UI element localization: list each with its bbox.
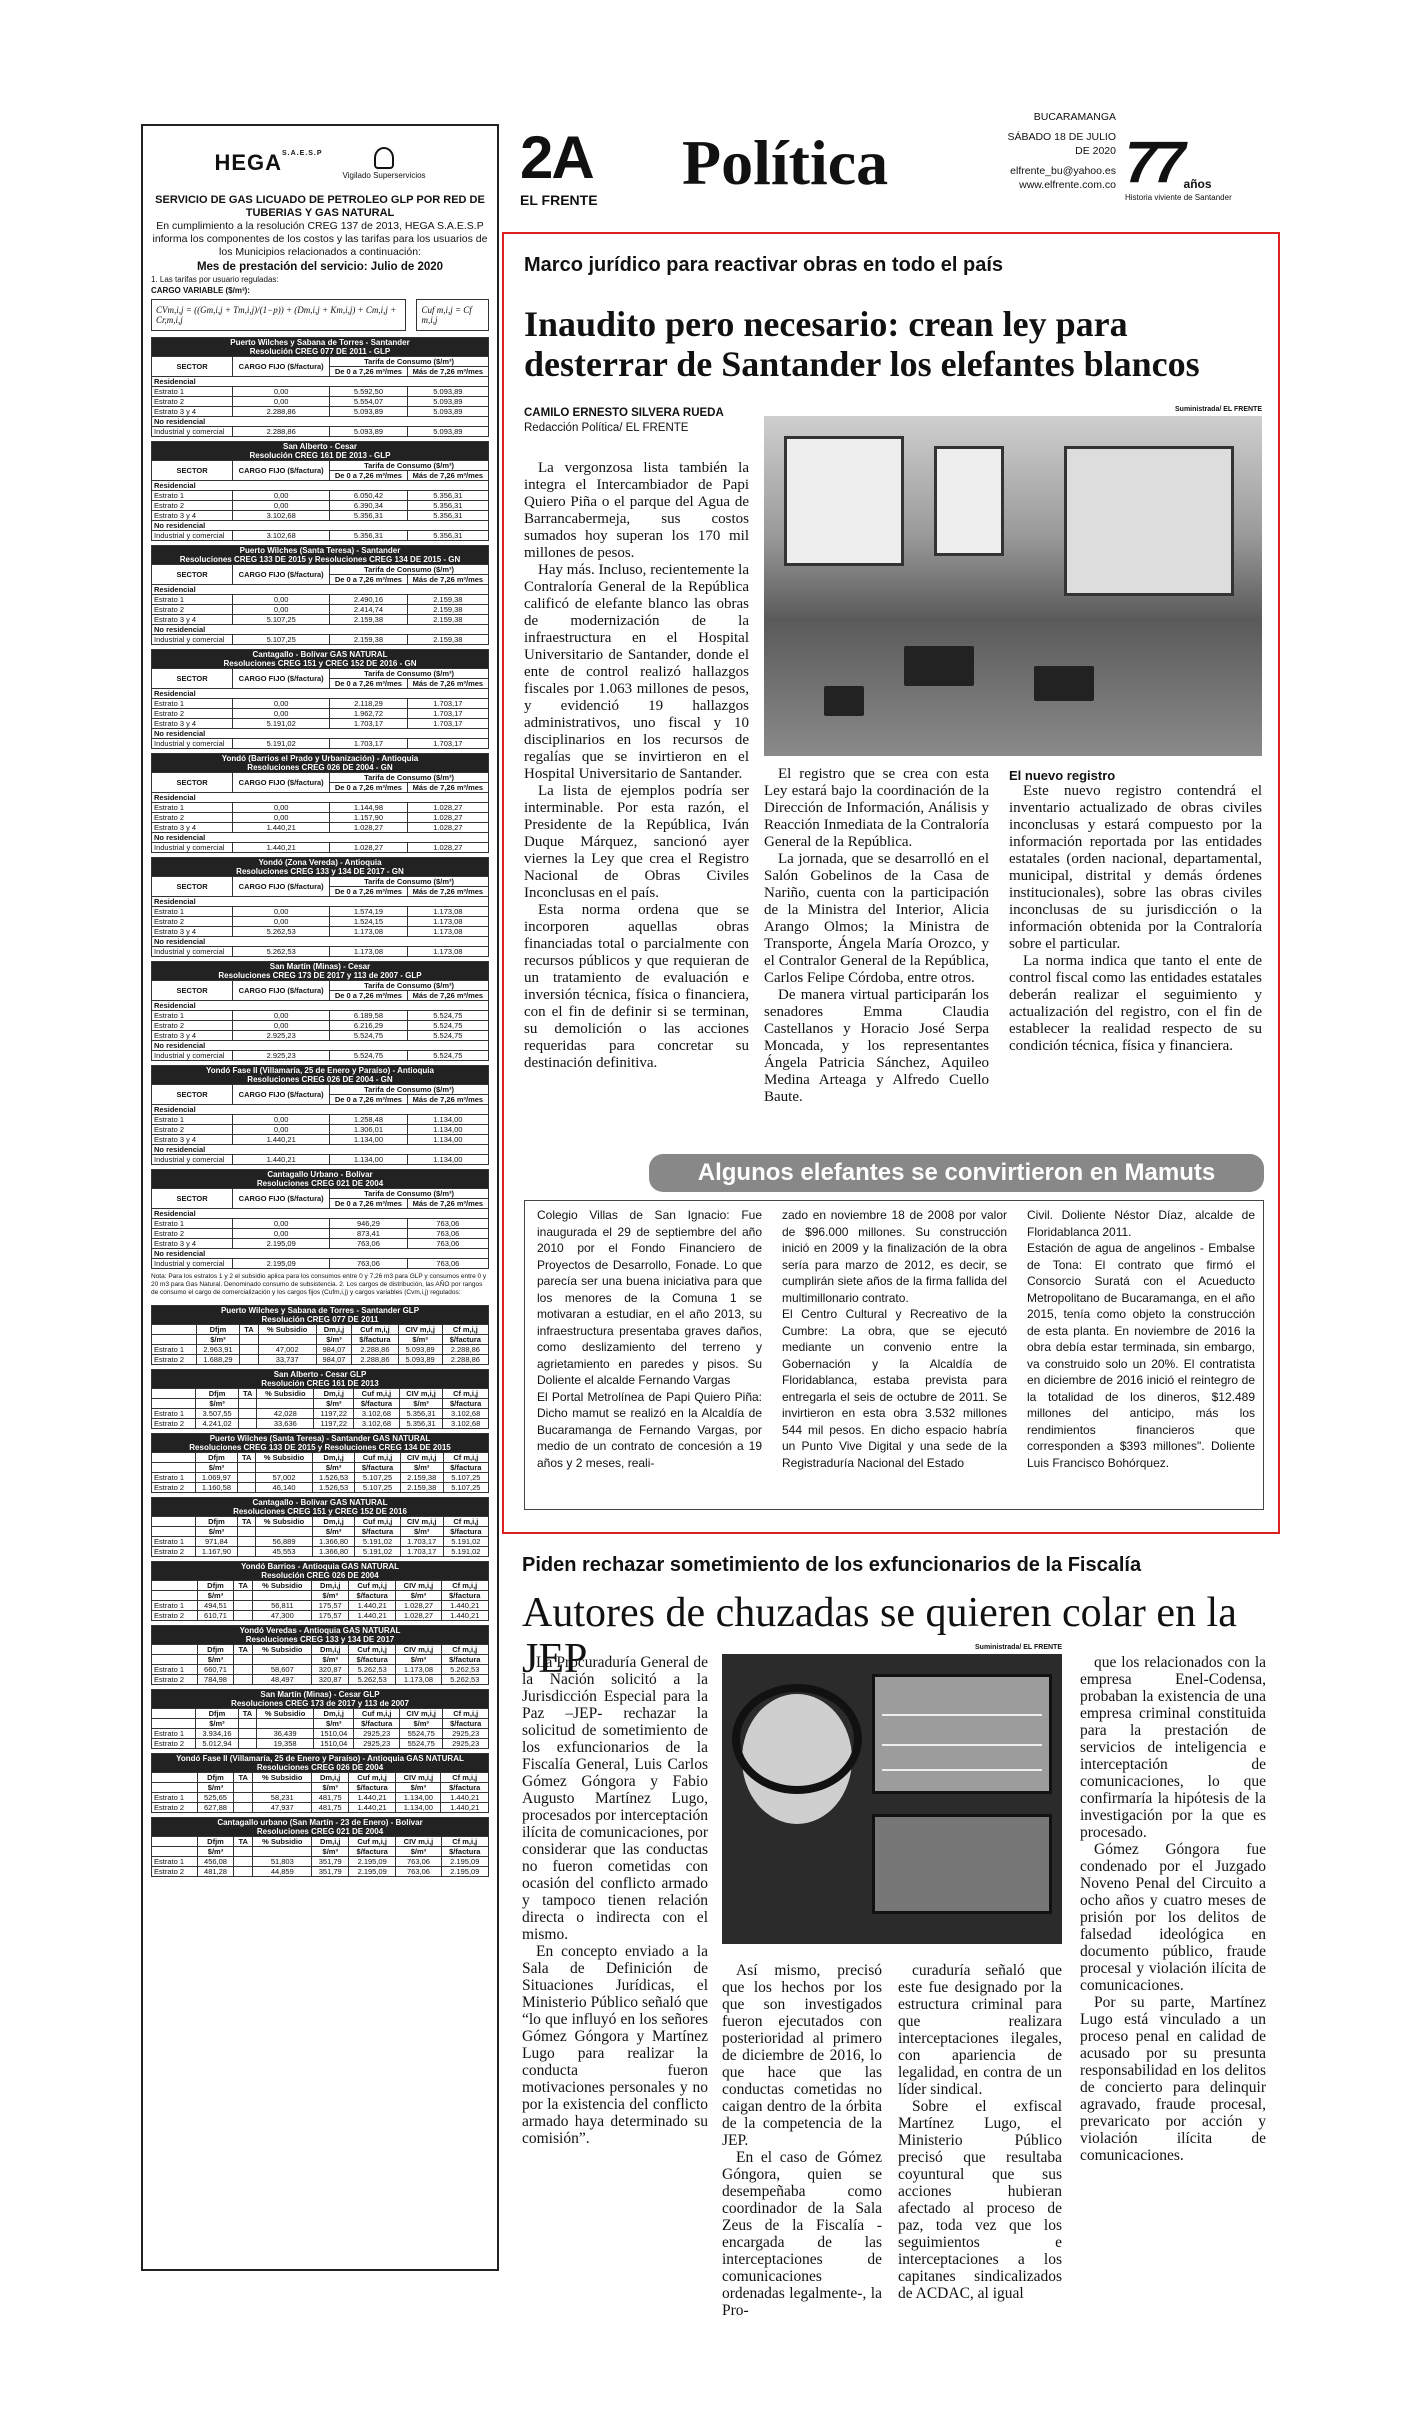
table-row: Estrato 1 660,71 58,607 320,87 5.262,53 1.173,08 5.262,53 — [152, 1665, 489, 1675]
table-row: Industrial y comercial 5.191,02 1.703,17 1.703,17 — [152, 739, 489, 749]
table-row: Estrato 3 y 4 5.107,25 2.159,38 2.159,38 — [152, 615, 489, 625]
table-row: Estrato 1 0,00 2.490,16 2.159,38 — [152, 595, 489, 605]
table-row: Estrato 1 2.963,91 47,002 984,07 2.288,86 5.093,89 2.288,86 — [152, 1345, 489, 1355]
story2-col4: que los relacionados con la empresa Enel-Codensa, probaban la existencia de una empresa criminal constituida para la prestación de servicios de inteligencia e interceptación de comunicaciones, lo que confirmaría la hipótesis de la investigación por la que es procesado. Gómez Góngora fue condenado por el Juzgado Noveno Penal del Circuito a ocho años y cuatro meses de prisión por los delitos de falsedad ideológica en documento público, fraude procesal y violación ilícita de comunicaciones. Por su parte, Martínez Lugo está vinculado a un proceso penal en calidad de acusado por su presunta responsabilidad en los delitos de concierto para delinquir agravado, fraude procesal, prevaricato por acción y violación ilícita de comunicaciones. — [1080, 1654, 1266, 2164]
table-row: Estrato 1 1.069,97 57,002 1.526,53 5.107,25 2.159,38 5.107,25 — [152, 1473, 489, 1483]
photo-screen — [872, 1674, 1052, 1794]
tariff-table: Cantagallo Urbano - Bolívar Resoluciones CREG 021 DE 2004 SECTOR CARGO FIJO ($/factura) Tarifa de Consumo ($/m³) De 0 a 7,26 m³/mes Más de 7,26 m³/mes Residencial Estrato 1 0,00 946,29 763,06 Estrato 2 0,00 873,41 763,06 Estrato 3 y 4 2.195,09 763,06 763,06 No residencial Industrial y comercial 2.195,09 763,06 763,06 — [151, 1169, 489, 1269]
table-row: Estrato 1 3.507,55 42,028 1197,22 3.102,68 5.356,31 3.102,68 — [152, 1409, 489, 1419]
component-table-title: Yondó Barrios - Antioquia GAS NATURAL Resolución CREG 026 DE 2004 — [152, 1562, 489, 1581]
story1-col3: El nuevo registro Este nuevo registro contendrá el inventario actualizado de obras civiles inconclusas y estará compuesto por la información reportada por las entidades estatales (orden nacional, departamental, municipal, distrital y demás órdenes institucionales), sobre las obras civiles inconclusas de su jurisdicción o la información obtenida por la Contraloría sobre el particular. La norma indica que tanto el ente de control fiscal como las entidades estatales deberán realizar el seguimiento y actualización del registro, con el fin de establecer la realidad respecto de su condición técnica, física y financiera. — [1009, 768, 1262, 1054]
desk: Redacción Política/ EL FRENTE — [524, 422, 689, 434]
section-title: Política — [682, 127, 889, 198]
masthead-info — [1000, 110, 1116, 192]
table-row: Estrato 3 y 4 2.288,86 5.093,89 5.093,89 — [152, 407, 489, 417]
tariff-table-title: San Martín (Minas) - Cesar Resoluciones CREG 173 DE 2017 y 113 de 2007 - GLP — [152, 962, 489, 981]
component-table-title: Puerto Wilches (Santa Teresa) - Santander GAS NATURAL Resoluciones CREG 133 DE 2015 y Resoluciones CREG 134 DE 2015 — [152, 1434, 489, 1453]
box-col3: Civil. Doliente Néstor Díaz, alcalde de Floridablanca 2011. Estación de agua de angelinos - Embalse de Tona: El contrato que firmó el Consorcio Suratá con el Acueducto Metropolitano de Bucaramanga, en el año 2015, tenía como objeto la construcción de esta planta. En noviembre de 2016 la obra debía estar terminada, sin embargo, va construido solo un 20%. El contratista en diciembre de 2016 inició el reintegro de la totalidad de los dineros, $12.489 millones del anticipo, más los rendimientos financieros que corresponden a $393 millones". Doliente Luis Francisco Bohórquez. — [1027, 1208, 1255, 1470]
story2-kicker: Piden rechazar sometimiento de los exfuncionarios de la Fiscalía — [522, 1554, 1142, 1576]
table-row: Estrato 2 0,00 873,41 763,06 — [152, 1229, 489, 1239]
table-row: Estrato 3 y 4 2.195,09 763,06 763,06 — [152, 1239, 489, 1249]
tariff-table-title: San Alberto - Cesar Resolución CREG 161 DE 2013 - GLP — [152, 442, 489, 461]
photo-window — [1064, 446, 1234, 596]
component-table-title: Cantagallo - Bolívar GAS NATURAL Resoluciones CREG 151 y CREG 152 DE 2016 — [152, 1498, 489, 1517]
component-table: Cantagallo - Bolívar GAS NATURAL Resoluciones CREG 151 y CREG 152 DE 2016 Dfjm TA % Subsidio Dm,i,j Cuf m,i,j CIV m,i,j Cf m,i,j $/m³ $/m³ $/factura $/m³ $/factura Estrato 1 971,84 56,889 1.366,80 5.191,02 1.703,17 5.191,02 Estrato 2 1.167,90 45,553 1.366,80 5.191,02 1.703,17 5.191,02 — [151, 1497, 489, 1557]
table-row: Estrato 1 0,00 946,29 763,06 — [152, 1219, 489, 1229]
tariff-tables-2 — [151, 1305, 489, 1877]
photo-screen — [872, 1814, 1052, 1914]
table-row: Estrato 3 y 4 3.102,68 5.356,31 5.356,31 — [152, 511, 489, 521]
table-row: Estrato 2 0,00 1.962,72 1.703,17 — [152, 709, 489, 719]
photo-wave — [882, 1769, 1042, 1771]
table-row: Estrato 2 1.167,90 45,553 1.366,80 5.191,02 1.703,17 5.191,02 — [152, 1547, 489, 1557]
formula-cv: CVm,i,j = ((Gm,i,j + Tm,i,j)/(1−p)) + (Dm,i,j + Km,i,j) + Cm,i,j + Cr,m,i,j — [151, 299, 406, 331]
tariff-table: Puerto Wilches (Santa Teresa) - Santander Resoluciones CREG 133 DE 2015 y Resoluciones CREG 134 DE 2015 - GN SECTOR CARGO FIJO ($/factura) Tarifa de Consumo ($/m³) De 0 a 7,26 m³/mes Más de 7,26 m³/mes Residencial Estrato 1 0,00 2.490,16 2.159,38 Estrato 2 0,00 2.414,74 2.159,38 Estrato 3 y 4 5.107,25 2.159,38 2.159,38 No residencial Industrial y comercial 5.107,25 2.159,38 2.159,38 — [151, 545, 489, 645]
table-row: Estrato 3 y 4 2.925,23 5.524,75 5.524,75 — [152, 1031, 489, 1041]
top-story — [502, 232, 1280, 1534]
story2-col1: La Procuraduría General de la Nación solicitó a la Jurisdicción Especial para la Paz –JEP- rechazar la solicitud de sometimiento de los exfuncionarios de la Fiscalía General, Luis Carlos Gómez Góngora y Fabio Augusto Martínez Lugo, procesados por interceptación ilícita de comunicaciones, por considerar que las conductas no fueron cometidas con ocasión del conflicto armado y tampoco tienen relación directa o indirecta con el mismo. En concepto enviado a la Sala de Definición de Situaciones Jurídicas, el Ministerio Público señaló que “lo que influyó en los señores Gómez Góngora y Martínez Lugo para realizar la conducta fueron motivaciones personales y no por la existencia del conflicto armado haya determinado su comisión”. — [522, 1654, 708, 2147]
table-row: Estrato 1 0,00 5.592,50 5.093,89 — [152, 387, 489, 397]
table-row: Estrato 1 456,08 51,803 351,79 2.195,09 763,06 2.195,09 — [152, 1857, 489, 1867]
tariff-tables-1 — [151, 337, 489, 1269]
table-row: Estrato 2 4.241,02 33,636 1197,22 3.102,68 5.356,31 3.102,68 — [152, 1419, 489, 1429]
anniversary-tagline: Historia viviente de Santander — [1125, 193, 1232, 202]
photo2-credit: Suministrada/ EL FRENTE — [975, 1644, 1062, 1651]
table-row: Estrato 1 0,00 1.574,19 1.173,08 — [152, 907, 489, 917]
story1-col1: La vergonzosa lista también la integra el Intercambiador de Papi Quiero Piña o el parque del Agua de Barrancabermeja, sus costos sumados hoy superan los 170 mil millones de pesos. Hay más. Incluso, recientemente la Contraloría General de la República calificó de elefante blanco las obras de modernización de la infraestructura en el Hospital Universitario de Santander, donde el ente de control realizó hallazgos fiscales por 1.063 millones de pesos, y evidenció 19 hallazgos administrativos, uno fiscal y 10 disciplinarios en los recursos de regalías que se invirtieron en el Hospital Universitario de Santander. La lista de ejemplos podría ser interminable. Por esta razón, el Presidente de la República, Iván Duque Márquez, sancionó ayer viernes la Ley que crea el Registro Nacional de Obras Civiles Inconclusas en el país. Esta norma ordena que se incorporen aquellas obras financiadas total o parcialmente con recursos públicos y que requieran de un tratamiento de evaluación e inversión técnica, física o financiera, con el fin de definir si se terminan, su demolición o las acciones requeridas para concretar su destinación definitiva. — [524, 460, 749, 1071]
story1-subhead: El nuevo registro — [1009, 768, 1116, 783]
superservicios-logo: Vigilado Superservicios — [343, 147, 426, 180]
component-table: Yondó Veredas - Antioquia GAS NATURAL Resoluciones CREG 133 y 134 DE 2017 Dfjm TA % Subsidio Dm,i,j Cuf m,i,j CIV m,i,j Cf m,i,j $/m³ $/m³ $/factura $/m³ $/factura Estrato 1 660,71 58,607 320,87 5.262,53 1.173,08 5.262,53 Estrato 2 784,98 48,497 320,87 5.262,53 1.173,08 5.262,53 — [151, 1625, 489, 1685]
component-table: San Martín (Minas) - Cesar GLP Resoluciones CREG 173 de 2017 y 113 de 2007 Dfjm TA % Subsidio Dm,i,j Cuf m,i,j CIV m,i,j Cf m,i,j $/m³ $/m³ $/factura $/m³ $/factura Estrato 1 3.934,16 36,439 1510,04 2925,23 5524,75 2925,23 Estrato 2 5.012,94 19,358 1510,04 2925,23 5524,75 2925,23 — [151, 1689, 489, 1749]
photo1-credit: Suministrada/ EL FRENTE — [1175, 406, 1262, 413]
ad-intro: En cumplimiento a la resolución CREG 137 de 2013, HEGA S.A.E.S.P informa los componentes de los costos y las tarifas para los usuarios de los Municipios relacionados a continuación: — [152, 220, 488, 258]
component-table-title: Yondó Fase II (Villamaría, 25 de Enero y Paraíso) - Antioquia GAS NATURAL Resoluciones CREG 026 DE 2004 — [152, 1754, 489, 1773]
tariff-table: Yondó Fase II (Villamaría, 25 de Enero y Paraíso) - Antioquia Resoluciones CREG 026 DE 2004 - GN SECTOR CARGO FIJO ($/factura) Tarifa de Consumo ($/m³) De 0 a 7,26 m³/mes Más de 7,26 m³/mes Residencial Estrato 1 0,00 1.258,48 1.134,00 Estrato 2 0,00 1.306,01 1.134,00 Estrato 3 y 4 1.440,21 1.134,00 1.134,00 No residencial Industrial y comercial 1.440,21 1.134,00 1.134,00 — [151, 1065, 489, 1165]
table-row: Estrato 2 5.012,94 19,358 1510,04 2925,23 5524,75 2925,23 — [152, 1739, 489, 1749]
photo-window — [784, 436, 904, 566]
hega-tariff-ad — [141, 124, 499, 2271]
table-row: Estrato 1 3.934,16 36,439 1510,04 2925,23 5524,75 2925,23 — [152, 1729, 489, 1739]
photo-wave — [882, 1714, 1042, 1716]
formula-box — [151, 299, 489, 331]
table-row: Estrato 2 0,00 1.157,90 1.028,27 — [152, 813, 489, 823]
story1-headline: Inaudito pero necesario: crean ley para desterrar de Santander los elefantes blancos — [524, 304, 1200, 384]
tariff-table-title: Puerto Wilches y Sabana de Torres - Santander Resolución CREG 077 DE 2011 - GLP — [152, 338, 489, 357]
component-table: Puerto Wilches (Santa Teresa) - Santander GAS NATURAL Resoluciones CREG 133 DE 2015 y Resoluciones CREG 134 DE 2015 Dfjm TA % Subsidio Dm,i,j Cuf m,i,j CIV m,i,j Cf m,i,j $/m³ $/m³ $/factura $/m³ $/factura Estrato 1 1.069,97 57,002 1.526,53 5.107,25 2.159,38 5.107,25 Estrato 2 1.160,58 46,140 1.526,53 5.107,25 2.159,38 5.107,25 — [151, 1433, 489, 1493]
table-row: Estrato 2 0,00 2.414,74 2.159,38 — [152, 605, 489, 615]
email: elfrente_bu@yahoo.es — [1010, 165, 1116, 177]
tariff-table: San Martín (Minas) - Cesar Resoluciones CREG 173 DE 2017 y 113 de 2007 - GLP SECTOR CARGO FIJO ($/factura) Tarifa de Consumo ($/m³) De 0 a 7,26 m³/mes Más de 7,26 m³/mes Residencial Estrato 1 0,00 6.189,58 5.524,75 Estrato 2 0,00 6.216,29 5.524,75 Estrato 3 y 4 2.925,23 5.524,75 5.524,75 No residencial Industrial y comercial 2.925,23 5.524,75 5.524,75 — [151, 961, 489, 1061]
superservicios-icon — [374, 147, 394, 169]
cargo-variable-label: CARGO VARIABLE ($/m³): — [151, 286, 250, 295]
table-row: Estrato 1 0,00 2.118,29 1.703,17 — [152, 699, 489, 709]
tariff-table-title: Yondó Fase II (Villamaría, 25 de Enero y Paraíso) - Antioquia Resoluciones CREG 026 DE 2004 - GN — [152, 1066, 489, 1085]
tariff-table-title: Cantagallo - Bolívar GAS NATURAL Resoluciones CREG 151 y CREG 152 DE 2016 - GN — [152, 650, 489, 669]
component-table: Yondó Fase II (Villamaría, 25 de Enero y Paraíso) - Antioquia GAS NATURAL Resoluciones CREG 026 DE 2004 Dfjm TA % Subsidio Dm,i,j Cuf m,i,j CIV m,i,j Cf m,i,j $/m³ $/m³ $/factura $/m³ $/factura Estrato 1 525,65 58,231 481,75 1.440,21 1.134,00 1.440,21 Estrato 2 627,88 47,937 481,75 1.440,21 1.134,00 1.440,21 — [151, 1753, 489, 1813]
story2-headline: Autores de chuzadas se quieren colar en la JEP — [522, 1590, 1237, 1682]
table-row: Estrato 2 481,28 44,859 351,79 2.195,09 763,06 2.195,09 — [152, 1867, 489, 1877]
ad-month: Mes de prestación del servicio: Julio de 2020 — [196, 261, 444, 273]
tariff-table-title: Yondó (Zona Vereda) - Antioquia Resoluciones CREG 133 y 134 DE 2017 - GN — [152, 858, 489, 877]
tariff-table: San Alberto - Cesar Resolución CREG 161 DE 2013 - GLP SECTOR CARGO FIJO ($/factura) Tarifa de Consumo ($/m³) De 0 a 7,26 m³/mes Más de 7,26 m³/mes Residencial Estrato 1 0,00 6.050,42 5.356,31 Estrato 2 0,00 6.390,34 5.356,31 Estrato 3 y 4 3.102,68 5.356,31 5.356,31 No residencial Industrial y comercial 3.102,68 5.356,31 5.356,31 — [151, 441, 489, 541]
ad-title: SERVICIO DE GAS LICUADO DE PETROLEO GLP POR RED DE TUBERIAS Y GAS NATURAL — [155, 194, 485, 219]
photo-desk — [1034, 666, 1094, 701]
table-row: Estrato 1 0,00 1.144,98 1.028,27 — [152, 803, 489, 813]
author: CAMILO ERNESTO SILVERA RUEDA — [524, 407, 724, 419]
tariff-table: Puerto Wilches y Sabana de Torres - Santander Resolución CREG 077 DE 2011 - GLP SECTOR CARGO FIJO ($/factura) Tarifa de Consumo ($/m³) De 0 a 7,26 m³/mes Más de 7,26 m³/mes Residencial Estrato 1 0,00 5.592,50 5.093,89 Estrato 2 0,00 5.554,07 5.093,89 Estrato 3 y 4 2.288,86 5.093,89 5.093,89 No residencial Industrial y comercial 2.288,86 5.093,89 5.093,89 — [151, 337, 489, 437]
table-row: Industrial y comercial 1.440,21 1.134,00 1.134,00 — [152, 1155, 489, 1165]
table-row: Estrato 2 784,98 48,497 320,87 5.262,53 1.173,08 5.262,53 — [152, 1675, 489, 1685]
photo-wave — [882, 1744, 1042, 1746]
table-row: Estrato 1 525,65 58,231 481,75 1.440,21 1.134,00 1.440,21 — [152, 1793, 489, 1803]
component-table-title: San Alberto - Cesar GLP Resolución CREG 161 DE 2013 — [152, 1370, 489, 1389]
table-row: Industrial y comercial 3.102,68 5.356,31 5.356,31 — [152, 531, 489, 541]
table-row: Estrato 2 0,00 5.554,07 5.093,89 — [152, 397, 489, 407]
formula-cuf: Cuf m,i,j = Cf m,i,j — [416, 299, 489, 331]
ad-footnote: Nota: Para los estratos 1 y 2 el subsidio aplica para los consumos entre 0 y 7,26 m3 para GLP y consumos entre 0 y 20 m3 para Gas Natural. Denominado consumo de subsistencia. 2. Los cargos de distribución, las AÑO por rangos de consumo el cargo de comercialización y los cargos fijos (Cufm,i,j) y cargos variables (Cvm,i,j) regulados: — [151, 1273, 487, 1296]
photo-desk — [904, 646, 974, 686]
story1-kicker: Marco jurídico para reactivar obras en todo el país — [524, 254, 1004, 276]
hega-logo: $HEGA^{S.A.E.S.P}$ — [214, 150, 323, 175]
story2-col3: curaduría señaló que este fue designado por la estructura criminal para que realizara interceptaciones ilegales, con apariencia de legalidad, en contra de un líder sindical. Sobre el exfiscal Martínez Lugo, el Ministerio Público precisó que resultaba coyuntural que sus acciones hubieran afectado al proceso de paz, toda vez que los seguimientos e interceptaciones a los capitanes sindicalizados de ACDAC, al igual — [898, 1962, 1062, 2302]
page-number: 2A — [520, 124, 593, 191]
tariff-table: Yondó (Zona Vereda) - Antioquia Resoluciones CREG 133 y 134 DE 2017 - GN SECTOR CARGO FIJO ($/factura) Tarifa de Consumo ($/m³) De 0 a 7,26 m³/mes Más de 7,26 m³/mes Residencial Estrato 1 0,00 1.574,19 1.173,08 Estrato 2 0,00 1.524,15 1.173,08 Estrato 3 y 4 5.262,53 1.173,08 1.173,08 No residencial Industrial y comercial 5.262,53 1.173,08 1.173,08 — [151, 857, 489, 957]
date: SÁBADO 18 DE JULIO DE 2020 — [1007, 131, 1116, 157]
component-table: Yondó Barrios - Antioquia GAS NATURAL Resolución CREG 026 DE 2004 Dfjm TA % Subsidio Dm,i,j Cuf m,i,j CIV m,i,j Cf m,i,j $/m³ $/m³ $/factura $/m³ $/factura Estrato 1 494,51 56,811 175,57 1.440,21 1.028,27 1.440,21 Estrato 2 610,71 47,300 175,57 1.440,21 1.028,27 1.440,21 — [151, 1561, 489, 1621]
table-row: Industrial y comercial 5.262,53 1.173,08 1.173,08 — [152, 947, 489, 957]
headphones-icon — [732, 1684, 862, 1794]
table-row: Estrato 3 y 4 5.262,53 1.173,08 1.173,08 — [152, 927, 489, 937]
component-table: San Alberto - Cesar GLP Resolución CREG 161 DE 2013 Dfjm TA % Subsidio Dm,i,j Cuf m,i,j CIV m,i,j Cf m,i,j $/m³ $/m³ $/factura $/m³ $/factura Estrato 1 3.507,55 42,028 1197,22 3.102,68 5.356,31 3.102,68 Estrato 2 4.241,02 33,636 1197,22 3.102,68 5.356,31 3.102,68 — [151, 1369, 489, 1429]
table-row: Estrato 1 0,00 1.258,48 1.134,00 — [152, 1115, 489, 1125]
mamuts-box — [524, 1200, 1264, 1510]
component-table-title: Puerto Wilches y Sabana de Torres - Santander GLP Resolución CREG 077 DE 2011 — [152, 1306, 489, 1325]
table-row: Industrial y comercial 1.440,21 1.028,27 1.028,27 — [152, 843, 489, 853]
table-row: Industrial y comercial 5.107,25 2.159,38 2.159,38 — [152, 635, 489, 645]
table-row: Estrato 2 0,00 1.306,01 1.134,00 — [152, 1125, 489, 1135]
table-row: Estrato 1 494,51 56,811 175,57 1.440,21 1.028,27 1.440,21 — [152, 1601, 489, 1611]
story1-col2: El registro que se crea con esta Ley estará bajo la coordinación de la Dirección de Información, Análisis y Reacción Inmediata de la Contraloría General de la República. La jornada, que se desarrolló en el Salón Gobelinos de la Casa de Nariño, cuenta con la participación de la Ministra del Interior, Alicia Arango Olmos; la Ministra de Transporte, Ángela María Orozco, y el Contralor General de la República, Carlos Felipe Córdoba, entre otros. De manera virtual participarán los senadores Emma Claudia Castellanos y Horacio José Serpa Moncada, y los representantes Ángela Patricia Sánchez, Aquileo Medina Arteaga y Alfredo Cuello Baute. — [764, 766, 989, 1105]
table-row: Estrato 1 971,84 56,889 1.366,80 5.191,02 1.703,17 5.191,02 — [152, 1537, 489, 1547]
table-row: Estrato 3 y 4 5.191,02 1.703,17 1.703,17 — [152, 719, 489, 729]
tariff-table: Yondó (Barrios el Prado y Urbanización) - Antioquia Resoluciones CREG 026 DE 2004 - GN SECTOR CARGO FIJO ($/factura) Tarifa de Consumo ($/m³) De 0 a 7,26 m³/mes Más de 7,26 m³/mes Residencial Estrato 1 0,00 1.144,98 1.028,27 Estrato 2 0,00 1.157,90 1.028,27 Estrato 3 y 4 1.440,21 1.028,27 1.028,27 No residencial Industrial y comercial 1.440,21 1.028,27 1.028,27 — [151, 753, 489, 853]
wiretap-photo — [722, 1654, 1062, 1944]
table-row: Estrato 2 0,00 1.524,15 1.173,08 — [152, 917, 489, 927]
component-table-title: Cantagallo urbano (San Martín - 23 de Enero) - Bolívar Resoluciones CREG 021 DE 2004 — [152, 1818, 489, 1837]
anniversary-logo — [1125, 130, 1245, 205]
table-row: Estrato 2 627,88 47,937 481,75 1.440,21 1.134,00 1.440,21 — [152, 1803, 489, 1813]
tariff-table: Cantagallo - Bolívar GAS NATURAL Resoluciones CREG 151 y CREG 152 DE 2016 - GN SECTOR CARGO FIJO ($/factura) Tarifa de Consumo ($/m³) De 0 a 7,26 m³/mes Más de 7,26 m³/mes Residencial Estrato 1 0,00 2.118,29 1.703,17 Estrato 2 0,00 1.962,72 1.703,17 Estrato 3 y 4 5.191,02 1.703,17 1.703,17 No residencial Industrial y comercial 5.191,02 1.703,17 1.703,17 — [151, 649, 489, 749]
anniversary-word: años — [1183, 177, 1212, 191]
table-row: Industrial y comercial 2.925,23 5.524,75 5.524,75 — [152, 1051, 489, 1061]
tariff-table-title: Yondó (Barrios el Prado y Urbanización) - Antioquia Resoluciones CREG 026 DE 2004 - GN — [152, 754, 489, 773]
table-row: Estrato 2 0,00 6.216,29 5.524,75 — [152, 1021, 489, 1031]
tariff-table-title: Puerto Wilches (Santa Teresa) - Santander Resoluciones CREG 133 DE 2015 y Resoluciones CREG 134 DE 2015 - GN — [152, 546, 489, 565]
table-row: Estrato 1 0,00 6.050,42 5.356,31 — [152, 491, 489, 501]
component-table-title: San Martín (Minas) - Cesar GLP Resoluciones CREG 173 de 2017 y 113 de 2007 — [152, 1690, 489, 1709]
table-row: Estrato 3 y 4 1.440,21 1.134,00 1.134,00 — [152, 1135, 489, 1145]
component-table: Puerto Wilches y Sabana de Torres - Santander GLP Resolución CREG 077 DE 2011 Dfjm TA % Subsidio Dm,i,j Cuf m,i,j CIV m,i,j Cf m,i,j $/m³ $/m³ $/factura $/m³ $/factura Estrato 1 2.963,91 47,002 984,07 2.288,86 5.093,89 2.288,86 Estrato 2 1.688,29 33,737 984,07 2.288,86 5.093,89 2.288,86 — [151, 1305, 489, 1365]
story2-col2: Así mismo, precisó que los hechos por los que son investigados fueron ejecutados con posterioridad al primero de diciembre de 2016, lo que hace que las conductas cometidas no caigan dentro de la órbita de la competencia de la JEP. En el caso de Gómez Góngora, quien se desempeñaba como coordinador de la Sala Zeus de la Fiscalía -encargada de las interceptaciones de comunicaciones ordenadas legalmente-, la Pro- — [722, 1962, 882, 2319]
tariff-table-title: Cantagallo Urbano - Bolívar Resoluciones CREG 021 DE 2004 — [152, 1170, 489, 1189]
photo-chair — [824, 686, 864, 716]
table-row: Estrato 3 y 4 1.440,21 1.028,27 1.028,27 — [152, 823, 489, 833]
website: www.elfrente.com.co — [1019, 179, 1116, 191]
photo-window — [934, 446, 1004, 556]
table-row: Industrial y comercial 2.195,09 763,06 763,06 — [152, 1259, 489, 1269]
city: BUCARAMANGA — [1033, 111, 1116, 123]
paper-name: EL FRENTE — [520, 192, 598, 208]
table-row: Estrato 2 1.160,58 46,140 1.526,53 5.107,25 2.159,38 5.107,25 — [152, 1483, 489, 1493]
table-row: Estrato 2 1.688,29 33,737 984,07 2.288,86 5.093,89 2.288,86 — [152, 1355, 489, 1365]
component-table-title: Yondó Veredas - Antioquia GAS NATURAL Resoluciones CREG 133 y 134 DE 2017 — [152, 1626, 489, 1645]
component-table: Cantagallo urbano (San Martín - 23 de Enero) - Bolívar Resoluciones CREG 021 DE 2004 Dfjm TA % Subsidio Dm,i,j Cuf m,i,j CIV m,i,j Cf m,i,j $/m³ $/m³ $/factura $/m³ $/factura Estrato 1 456,08 51,803 351,79 2.195,09 763,06 2.195,09 Estrato 2 481,28 44,859 351,79 2.195,09 763,06 2.195,09 — [151, 1817, 489, 1877]
table-row: Industrial y comercial 2.288,86 5.093,89 5.093,89 — [152, 427, 489, 437]
ad-logos — [151, 132, 489, 194]
classroom-photo — [764, 416, 1262, 756]
ad-note: 1. Las tarifas por usuario reguladas: — [151, 275, 279, 284]
table-row: Estrato 2 0,00 6.390,34 5.356,31 — [152, 501, 489, 511]
anniversary-number: 77 — [1125, 130, 1182, 195]
story1-byline — [524, 406, 744, 436]
table-row: Estrato 2 610,71 47,300 175,57 1.440,21 1.028,27 1.440,21 — [152, 1611, 489, 1621]
table-row: Estrato 1 0,00 6.189,58 5.524,75 — [152, 1011, 489, 1021]
box-col2: zado en noviembre 18 de 2008 por valor de $96.000 millones. Su construcción inició en 2009 y la finalización de la obra sería para marzo de 2012, es decir, se cumplirán siete años de la firma fallida del multimillonario contrato. El Centro Cultural y Recreativo de la Cumbre: La obra, que se ejecutó mediante un convenio entre la Gobernación y la Alcaldía de Floridablanca, estaba prevista para entregarla el seis de octubre de 2011. Se invirtieron en esta obra 3.532 millones 544 mil pesos. En dicho espacio habría un Punto Vive Digital y una sede de la Registraduría Nacional del Estado — [782, 1208, 1007, 1470]
box-title: Algunos elefantes se convirtieron en Mamuts — [649, 1154, 1264, 1192]
box-col1: Colegio Villas de San Ignacio: Fue inaugurada el 29 de septiembre del año 2010 por el Fondo Financiero de Proyectos de Desarrollo, Fonade. Lo que parecía ser una buena iniciativa para que los menores de la Comuna 1 se motivaran a estudiar, en el año 2013, su infraestructura presentaba graves daños, como deslizamiento del terreno y agrietamiento en paredes y pisos. Su Doliente el alcalde Fernando Vargas El Portal Metrolínea de Papi Quiero Piña: Dicho mamut se realizó en la Alcaldía de Bucaramanga de Fernando Vargas, por medio de un contrato de concesión a 19 años y 2 meses, reali- — [537, 1208, 762, 1470]
